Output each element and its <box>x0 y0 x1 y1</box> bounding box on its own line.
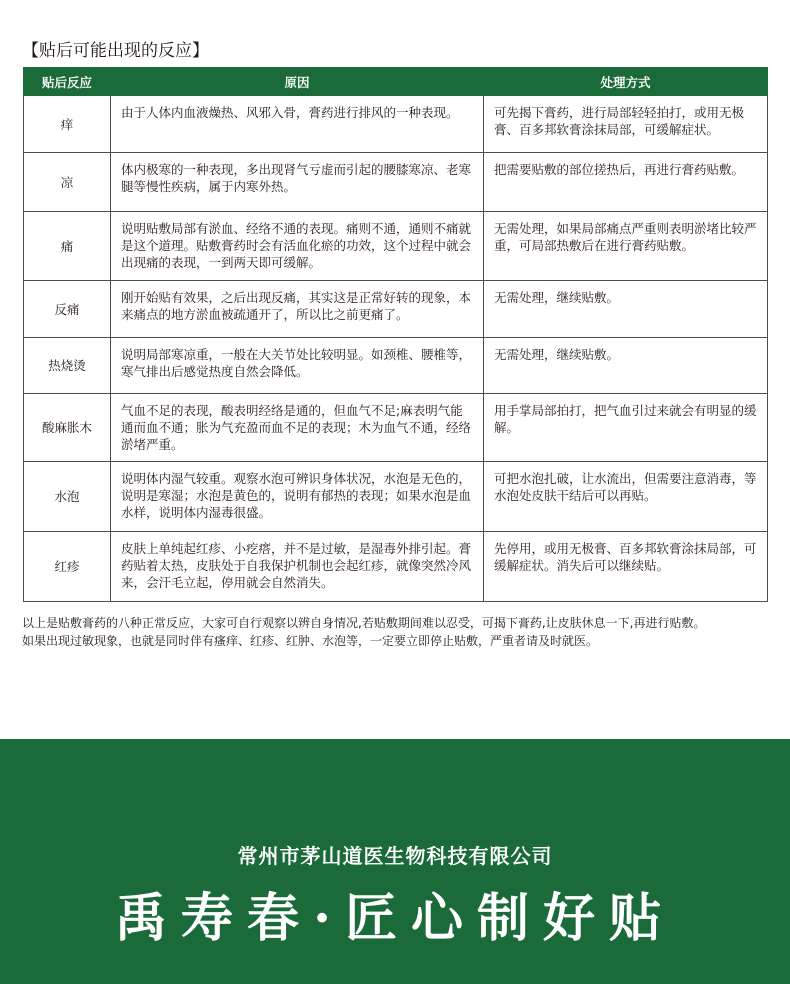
reaction-cell: 红疹 <box>24 532 111 602</box>
note-allergy-warning: 如果出现过敏现象，也就是同时伴有瘙痒、红疹、红肿、水泡等，一定要立即停止贴敷，严重者请及时就医。 <box>22 634 599 648</box>
cause-cell: 说明局部寒凉重，一般在大关节处比较明显。如颈椎、腰椎等，寒气排出后感觉热度自然会降低。 <box>111 338 484 394</box>
table-row <box>24 462 768 532</box>
notes <box>22 614 782 650</box>
treatment-cell: 无需处理，继续贴敷。 <box>484 338 768 394</box>
table-row <box>24 96 768 153</box>
footer-banner <box>0 739 790 984</box>
cause-cell: 刚开始贴有效果，之后出现反痛，其实这是正常好转的现象，本来痛点的地方淤血被疏通开了，所以比之前更痛了。 <box>111 281 484 338</box>
table-row <box>24 394 768 462</box>
company-name: 常州市茅山道医生物科技有限公司 <box>237 844 553 868</box>
header-cause: 原因 <box>111 68 484 96</box>
section-title: 【贴后可能出现的反应】 <box>22 41 209 61</box>
note-normal-reactions: 以上是贴敷膏药的八种正常反应，大家可自行观察以辨自身情况,若贴敷期间难以忍受，可揭下膏药,让皮肤休息一下,再进行贴敷。 <box>22 616 706 630</box>
reaction-cell: 水泡 <box>24 462 111 532</box>
table-row <box>24 338 768 394</box>
table-row <box>24 212 768 281</box>
table-row <box>24 153 768 212</box>
table-row <box>24 532 768 602</box>
treatment-cell: 无需处理，继续贴敷。 <box>484 281 768 338</box>
reaction-cell: 凉 <box>24 153 111 212</box>
reaction-cell: 热烧烫 <box>24 338 111 394</box>
table-row <box>24 281 768 338</box>
header-reaction: 贴后反应 <box>24 68 111 96</box>
reaction-cell: 反痛 <box>24 281 111 338</box>
cause-cell: 由于人体内血液燥热、风邪入骨，膏药进行排风的一种表现。 <box>111 96 484 153</box>
brand-slogan: 禹寿春·匠心制好贴 <box>114 888 676 949</box>
treatment-cell: 可把水泡扎破，让水流出，但需要注意消毒，等水泡处皮肤干结后可以再贴。 <box>484 462 768 532</box>
cause-cell: 气血不足的表现，酸表明经络是通的，但血气不足;麻表明气能通而血不通；胀为气充盈而血不足的表现；木为血气不通，经络淤堵严重。 <box>111 394 484 462</box>
cause-cell: 说明贴敷局部有淤血、经络不通的表现。痛则不通，通则不痛就是这个道理。贴敷膏药时会有活血化瘀的功效，这个过程中就会出现痛的表现，一到两天即可缓解。 <box>111 212 484 281</box>
cause-cell: 皮肤上单纯起红疹、小疙瘩，并不是过敏，是湿毒外排引起。膏药贴着太热，皮肤处于自我保护机制也会起红疹，就像突然冷风来，会汗毛立起，停用就会自然消失。 <box>111 532 484 602</box>
treatment-cell: 可先揭下膏药，进行局部轻轻拍打，或用无极膏、百多邦软膏涂抹局部，可缓解症状。 <box>484 96 768 153</box>
table-header-row <box>24 68 768 96</box>
reaction-cell: 酸麻胀木 <box>24 394 111 462</box>
reaction-cell: 痒 <box>24 96 111 153</box>
cause-cell: 说明体内湿气较重。观察水泡可辨识身体状况，水泡是无色的，说明是寒湿；水泡是黄色的，说明有郁热的表现；如果水泡是血水样，说明体内湿毒很盛。 <box>111 462 484 532</box>
reaction-cell: 痛 <box>24 212 111 281</box>
reactions-table <box>23 67 768 602</box>
cause-cell: 体内极寒的一种表现，多出现肾气亏虚而引起的腰膝寒凉、老寒腿等慢性疾病，属于内寒外热。 <box>111 153 484 212</box>
treatment-cell: 把需要贴敷的部位搓热后，再进行膏药贴敷。 <box>484 153 768 212</box>
treatment-cell: 用手掌局部拍打，把气血引过来就会有明显的缓解。 <box>484 394 768 462</box>
treatment-cell: 先停用，或用无极膏、百多邦软膏涂抹局部，可缓解症状。消失后可以继续贴。 <box>484 532 768 602</box>
header-treatment: 处理方式 <box>484 68 768 96</box>
treatment-cell: 无需处理，如果局部痛点严重则表明淤堵比较严重，可局部热敷后在进行膏药贴敷。 <box>484 212 768 281</box>
